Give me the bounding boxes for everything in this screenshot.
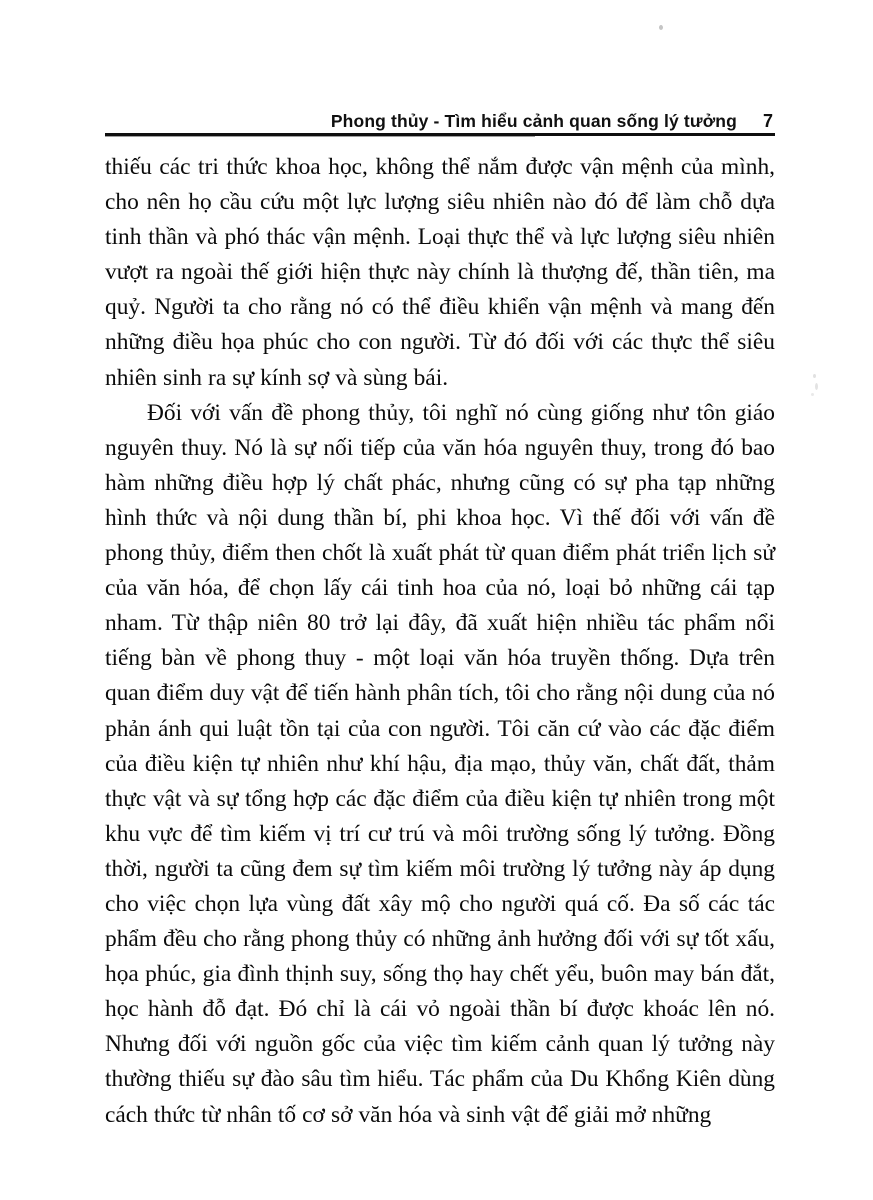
body-text-block xyxy=(105,150,775,1133)
running-head xyxy=(105,104,775,130)
scan-speck xyxy=(811,393,814,396)
scan-speck xyxy=(659,25,663,30)
scan-speck xyxy=(813,374,816,378)
scan-speck xyxy=(815,383,818,390)
running-head-title: Phong thủy - Tìm hiểu cảnh quan sống lý tưởng xyxy=(330,110,737,131)
paragraph-1: thiếu các tri thức khoa học, không thể nắm được vận mệnh của mình, cho nên họ cầu cứu một lực lượng siêu nhiên nào đó để làm chỗ dựa tinh thần và phó thác vận mệnh. Loại thực thể và lực lượng siêu nhiên vượt ra ngoài thế giới hiện thực này chính là thượng đế, thần tiên, ma quỷ. Người ta cho rằng nó có thể điều khiển vận mệnh và mang đến những điều họa phúc cho con người. Từ đó đối với các thực thể siêu nhiên sinh ra sự kính sợ và sùng bái. xyxy=(105,154,775,391)
paragraph-2: Đối với vấn đề phong thủy, tôi nghĩ nó cùng giống như tôn giáo nguyên thuy. Nó là sự nối tiếp của văn hóa nguyên thuy, trong đó bao hàm những điều hợp lý chất phác, nhưng cũng có sự pha tạp những hình thức và nội dung thần bí, phi khoa học. Vì thế đối với vấn đề phong thủy, điểm then chốt là xuất phát từ quan điểm phát triển lịch sử của văn hóa, để chọn lấy cái tinh hoa của nó, loại bỏ những cái tạp nham. Từ thập niên 80 trở lại đây, đã xuất hiện nhiều tác phẩm nổi tiếng bàn về phong thuy - một loại văn hóa truyền thống. Dựa trên quan điểm duy vật để tiến hành phân tích, tôi cho rằng nội dung của nó phản ánh qui luật tồn tại của con người. Tôi căn cứ vào các đặc điểm của điều kiện tự nhiên như khí hậu, địa mạo, thủy văn, chất đất, thảm thực vật và sự tổng hợp các đặc điểm của điều kiện tự nhiên trong một khu vực để tìm kiếm vị trí cư trú và môi trường sống lý tưởng. Đồng thời, người ta cũng đem sự tìm kiếm môi trường lý tưởng này áp dụng cho việc chọn lựa vùng đất xây mộ cho người quá cố. Đa số các tác phẩm đều cho rằng phong thủy có những ảnh hưởng đối với sự tốt xấu, họa phúc, gia đình thịnh suy, sống thọ hay chết yểu, buôn may bán đắt, học hành đỗ đạt. Đó chỉ là cái vỏ ngoài thần bí được khoác lên nó. Nhưng đối với nguồn gốc của việc tìm kiếm cảnh quan lý tưởng này thường thiếu sự đào sâu tìm hiểu. Tác phẩm của Du Khổng Kiên dùng cách thức từ nhân tố cơ sở văn hóa và sinh vật để giải mở những xyxy=(105,399,775,1128)
header-rule xyxy=(105,133,775,136)
page-number: 7 xyxy=(762,111,773,131)
